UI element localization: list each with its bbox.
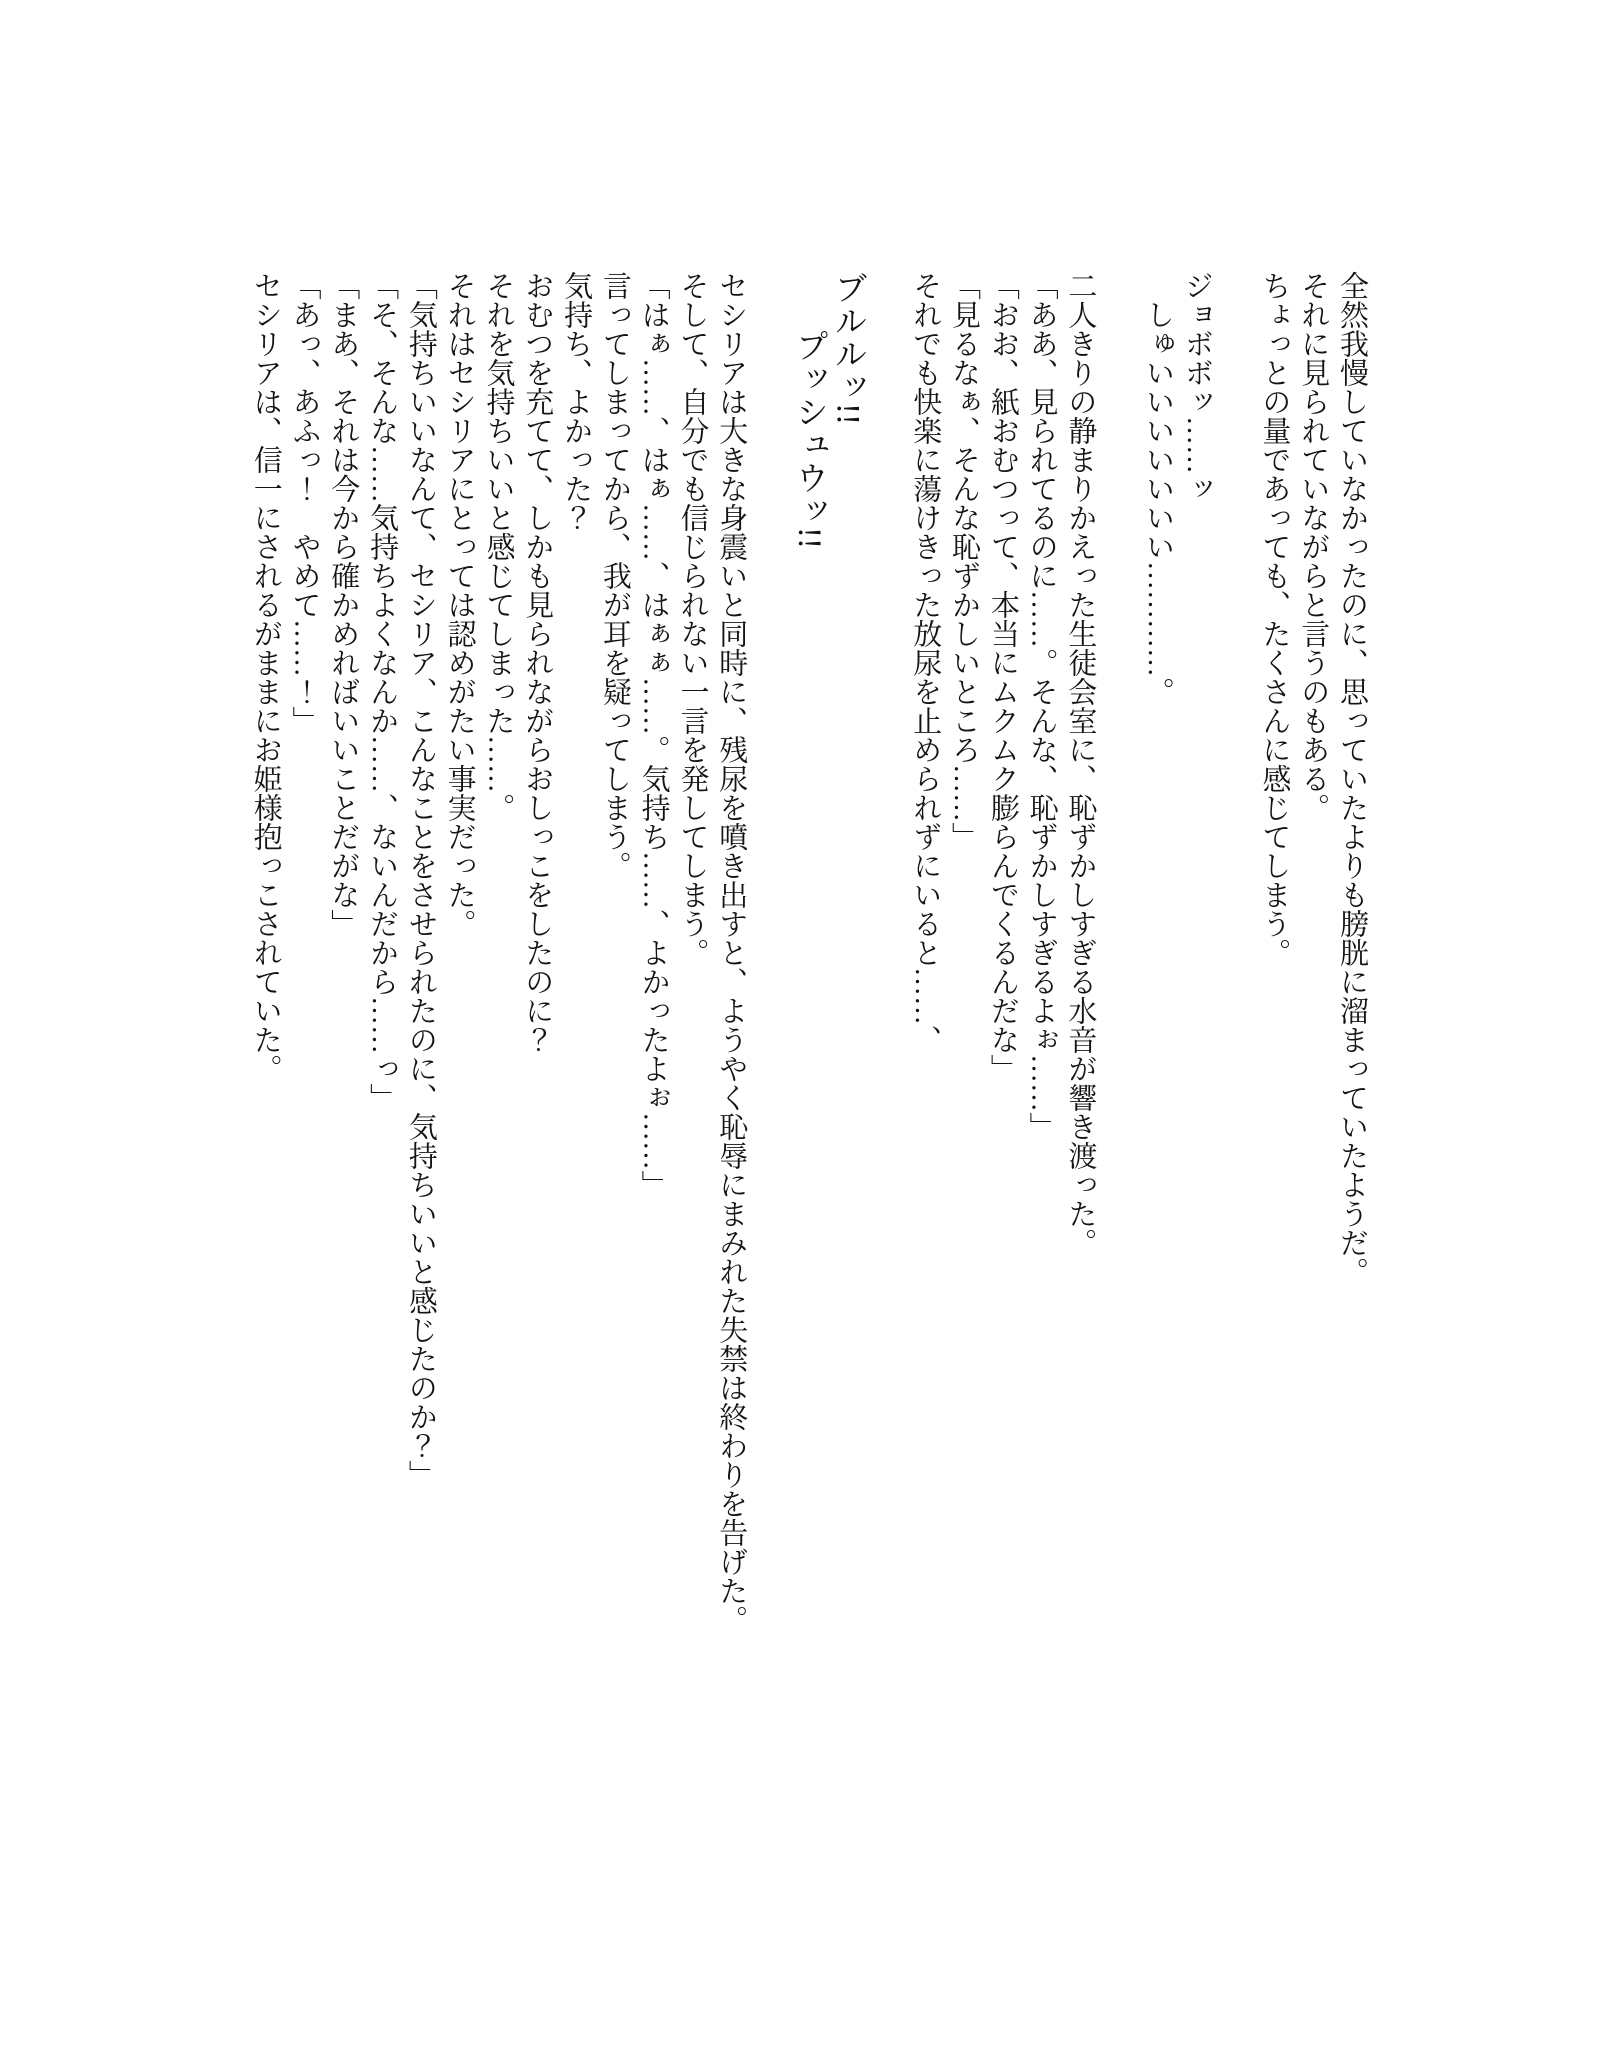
paragraph-group-sound-effect xyxy=(1138,271,1216,1641)
text-line: 「気持ちいいなんて、セシリア、こんなことをさせられたのに、気持ちいいと感じたのか？」 xyxy=(404,271,437,1489)
paragraph-group-sound-effect xyxy=(789,271,867,1641)
text-line: おむつを充てて、しかも見られながらおしっこをしたのに？ xyxy=(521,271,554,1054)
text-line: そして、自分でも信じられない一言を発してしまう。 xyxy=(676,271,709,967)
text-line: セシリアは大きな身震いと同時に、残尿を噴き出すと、ようやく恥辱にまみれた失禁は終わりを告げた。 xyxy=(715,271,748,1634)
sfx-line: しゅいいいいいいい…………。 xyxy=(1142,300,1175,706)
text-line: それでも快楽に蕩けきった放尿を止められずにいると……、 xyxy=(909,271,942,1054)
text-line: 全然我慢していなかったのに、思っていたよりも膀胱に溜まっていたようだ。 xyxy=(1336,271,1368,1286)
text-line: 「ああ、見られてるのに……。そんな、恥ずかしすぎるよぉ……」 xyxy=(1025,271,1058,1141)
text-line: 「はぁ……、はぁ……、はぁぁ……。気持ち……、よかったよぉ……」 xyxy=(637,271,670,1199)
text-line: セシリアは、信一にされるがままにお姫様抱っこされていた。 xyxy=(249,271,282,1083)
text-line: 「見るなぁ、そんな恥ずかしいところ……」 xyxy=(948,271,981,851)
text-line: 「まあ、それは今から確かめればいいことだがな」 xyxy=(327,271,360,938)
text-line: 「おお、紙おむつって、本当にムクムク膨らんでくるんだな」 xyxy=(986,271,1019,1083)
paragraph-group-narration xyxy=(1255,271,1371,1641)
text-line: 「そ、そんな……気持ちよくなんか……、ないんだから……っ」 xyxy=(366,271,399,1112)
paragraph-group-narration-dialogue xyxy=(246,271,750,1641)
text-line: それを気持ちいいと感じてしまった……。 xyxy=(482,271,515,822)
paragraph-group-dialogue xyxy=(905,271,1099,1641)
sfx-line: ブルルッ!! xyxy=(829,271,866,425)
text-line: 二人きりの静まりかえった生徒会室に、恥ずかしすぎる水音が響き渡った。 xyxy=(1064,271,1097,1257)
text-line: ちょっとの量であっても、たくさんに感じてしまう。 xyxy=(1258,271,1291,967)
text-line: 「あっ、あふっ！ やめて……！」 xyxy=(288,271,321,735)
text-line: それに見られていながらと言うのもある。 xyxy=(1297,271,1330,822)
vertical-text-block xyxy=(246,271,1371,1641)
text-line: 気持ち、よかった？ xyxy=(560,271,593,532)
sfx-line: プッシュウッ!! xyxy=(790,329,827,549)
sfx-line: ジョボボッ……ッ xyxy=(1180,271,1213,503)
text-line: それはセシリアにとっては認めがたい事実だった。 xyxy=(443,271,476,938)
text-line: 言ってしまってから、我が耳を疑ってしまう。 xyxy=(598,271,631,880)
